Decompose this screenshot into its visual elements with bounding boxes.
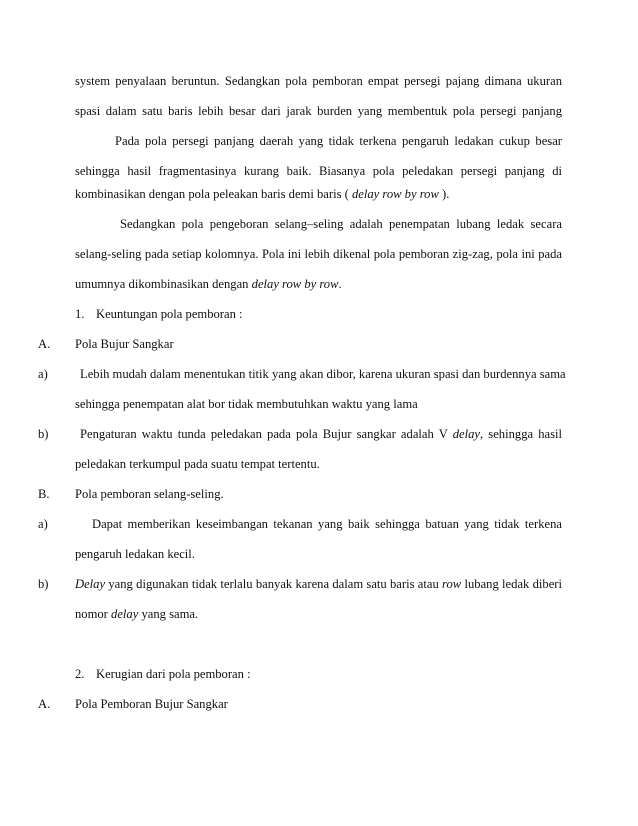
text-line: Pada pola persegi panjang daerah yang tidak terkena pengaruh ledakan cukup besar	[115, 134, 562, 148]
list-marker: b)	[38, 577, 49, 591]
list-marker: A.	[38, 337, 51, 351]
text-line: sehingga penempatan alat bor tidak membutuhkan waktu yang lama	[75, 397, 418, 411]
list-heading: Pola Pemboran Bujur Sangkar	[75, 697, 228, 711]
text-line: umumnya dikombinasikan dengan delay row by row.	[75, 277, 342, 291]
text-line: system penyalaan beruntun. Sedangkan pola pemboran empat persegi pajang dimana ukuran	[75, 74, 562, 88]
text-line: Sedangkan pola pengeboran selang–seling adalah penempatan lubang ledak secara	[120, 217, 562, 231]
list-heading: Pola Bujur Sangkar	[75, 337, 174, 351]
list-number: 1.	[75, 307, 85, 321]
list-heading: Pola pemboran selang-seling.	[75, 487, 224, 501]
text-line: nomor delay yang sama.	[75, 607, 199, 621]
text-line: kombinasikan dengan pola peleakan baris demi baris ( delay row by row ).	[75, 187, 450, 201]
section-heading: Keuntungan pola pemboran :	[96, 307, 243, 321]
section-heading: Kerugian dari pola pemboran :	[96, 667, 251, 681]
text-line: spasi dalam satu baris lebih besar dari jarak burden yang membentuk pola persegi panjang	[75, 104, 562, 118]
list-number: 2.	[75, 667, 85, 681]
text-line: pengaruh ledakan kecil.	[75, 547, 195, 561]
text-line: Pengaturan waktu tunda peledakan pada pola Bujur sangkar adalah V delay, sehingga hasil	[80, 427, 563, 441]
list-marker: a)	[38, 367, 48, 381]
list-marker: b)	[38, 427, 49, 441]
text-line: sehingga hasil fragmentasinya kurang baik. Biasanya pola peledakan persegi panjang di	[75, 164, 562, 178]
text-line: peledakan terkumpul pada suatu tempat tertentu.	[75, 457, 320, 471]
list-marker: B.	[38, 487, 50, 501]
text-line: Delay yang digunakan tidak terlalu banyak karena dalam satu baris atau row lubang ledak diberi	[75, 577, 562, 591]
list-marker: a)	[38, 517, 48, 531]
text-line: Dapat memberikan keseimbangan tekanan yang baik sehingga batuan yang tidak terkena	[92, 517, 562, 531]
text-line: selang-seling pada setiap kolomnya. Pola ini lebih dikenal pola pemboran zig-zag, pola ini pada	[75, 247, 562, 261]
text-line: Lebih mudah dalam menentukan titik yang akan dibor, karena ukuran spasi dan burdennya sama	[80, 367, 566, 381]
list-marker: A.	[38, 697, 51, 711]
